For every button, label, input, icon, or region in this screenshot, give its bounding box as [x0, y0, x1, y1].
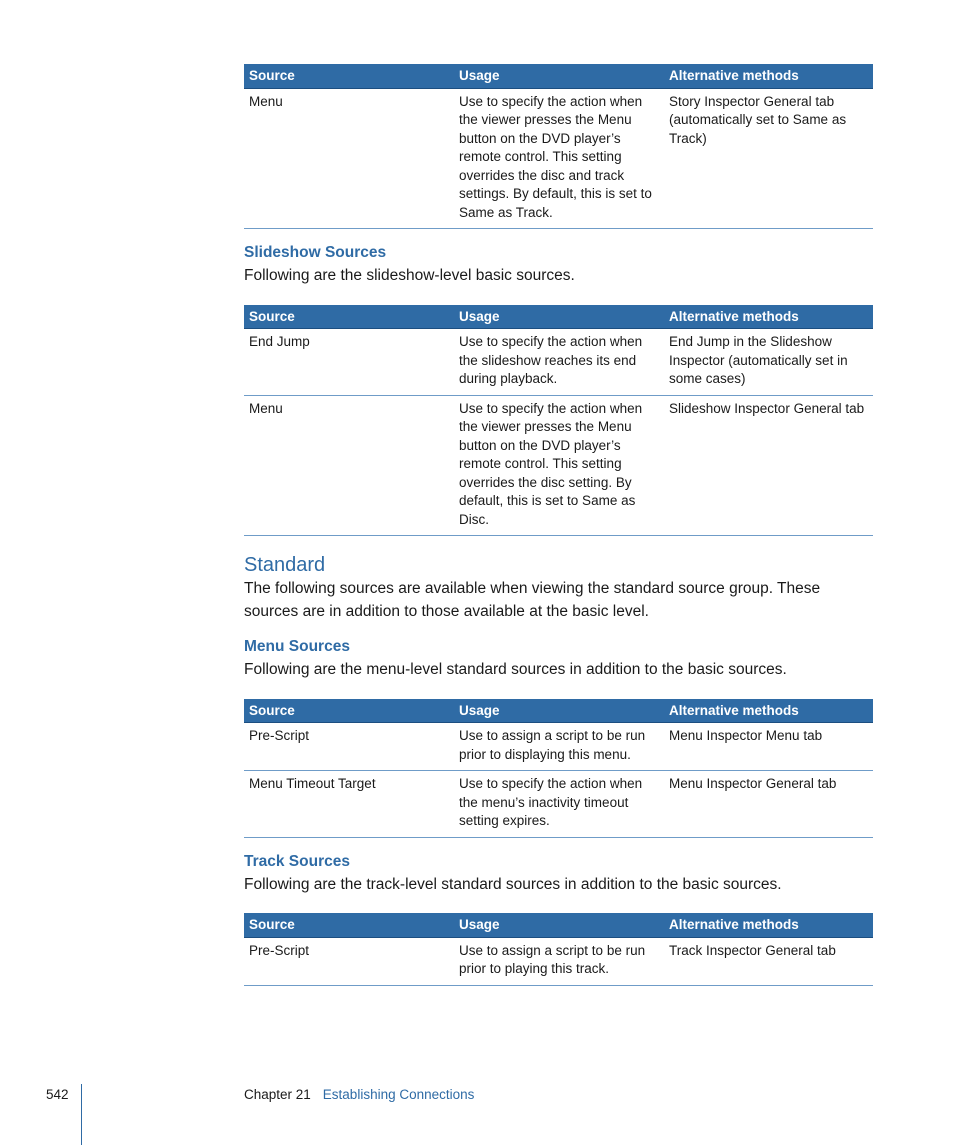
column-header-source: Source	[244, 305, 454, 329]
cell-usage: Use to assign a script to be run prior to displaying this menu.	[454, 723, 664, 771]
column-header-usage: Usage	[454, 305, 664, 329]
page-content	[244, 64, 873, 986]
table-header-row	[244, 913, 873, 937]
cell-alt: Slideshow Inspector General tab	[664, 395, 873, 536]
cell-alt: Menu Inspector Menu tab	[664, 723, 873, 771]
column-header-alternative-methods: Alternative methods	[664, 699, 873, 723]
table-row	[244, 937, 873, 985]
column-header-usage: Usage	[454, 913, 664, 937]
table-row	[244, 723, 873, 771]
cell-alt: Track Inspector General tab	[664, 937, 873, 985]
footer-chapter	[244, 1087, 474, 1102]
column-header-usage: Usage	[454, 64, 664, 88]
column-header-source: Source	[244, 64, 454, 88]
cell-usage: Use to specify the action when the menu’s inactivity timeout setting expires.	[454, 771, 664, 838]
table-basic-continued	[244, 64, 873, 229]
track-sources-intro: Following are the track-level standard sources in addition to the basic sources.	[244, 875, 782, 893]
chapter-label: Chapter 21	[244, 1087, 311, 1102]
table-row	[244, 329, 873, 396]
slideshow-sources-heading: Slideshow Sources	[244, 244, 387, 261]
slideshow-sources-intro: Following are the slideshow-level basic sources.	[244, 267, 575, 284]
menu-sources-heading: Menu Sources	[244, 638, 350, 655]
page-number: 542	[46, 1087, 69, 1102]
cell-source: Menu	[244, 395, 454, 536]
table-slideshow-sources	[244, 305, 873, 537]
table-header-row	[244, 64, 873, 88]
cell-alt: End Jump in the Slideshow Inspector (automatically set in some cases)	[664, 329, 873, 396]
column-header-alternative-methods: Alternative methods	[664, 64, 873, 88]
cell-source: Pre-Script	[244, 937, 454, 985]
standard-heading: Standard	[244, 554, 326, 576]
table-row	[244, 88, 873, 229]
table-row	[244, 771, 873, 838]
cell-source: End Jump	[244, 329, 454, 396]
column-header-usage: Usage	[454, 699, 664, 723]
cell-source: Pre-Script	[244, 723, 454, 771]
cell-usage: Use to specify the action when the viewer presses the Menu button on the DVD player’s remote control. This setting overrides the disc and track settings. By default, this is set to Same as Track.	[454, 88, 664, 229]
cell-usage: Use to assign a script to be run prior to playing this track.	[454, 937, 664, 985]
cell-alt: Story Inspector General tab (automatically set to Same as Track)	[664, 88, 873, 229]
table-header-row	[244, 305, 873, 329]
column-header-source: Source	[244, 699, 454, 723]
chapter-title-link[interactable]: Establishing Connections	[322, 1087, 475, 1102]
table-header-row	[244, 699, 873, 723]
menu-sources-intro: Following are the menu-level standard sources in addition to the basic sources.	[244, 661, 787, 678]
track-sources-heading: Track Sources	[244, 852, 350, 870]
cell-source: Menu	[244, 88, 454, 229]
cell-source: Menu Timeout Target	[244, 771, 454, 838]
cell-usage: Use to specify the action when the viewer presses the Menu button on the DVD player’s remote control. This setting overrides the disc setting. By default, this is set to Same as Disc.	[454, 395, 664, 536]
table-menu-sources	[244, 699, 873, 838]
standard-intro: The following sources are available when viewing the standard source group. These sources are in addition to those available at the basic level.	[244, 580, 821, 620]
column-header-alternative-methods: Alternative methods	[664, 913, 873, 937]
column-header-alternative-methods: Alternative methods	[664, 305, 873, 329]
table-track-sources	[244, 913, 873, 986]
footer-divider	[81, 1084, 82, 1145]
column-header-source: Source	[244, 913, 454, 937]
table-row	[244, 395, 873, 536]
cell-alt: Menu Inspector General tab	[664, 771, 873, 838]
cell-usage: Use to specify the action when the slideshow reaches its end during playback.	[454, 329, 664, 396]
